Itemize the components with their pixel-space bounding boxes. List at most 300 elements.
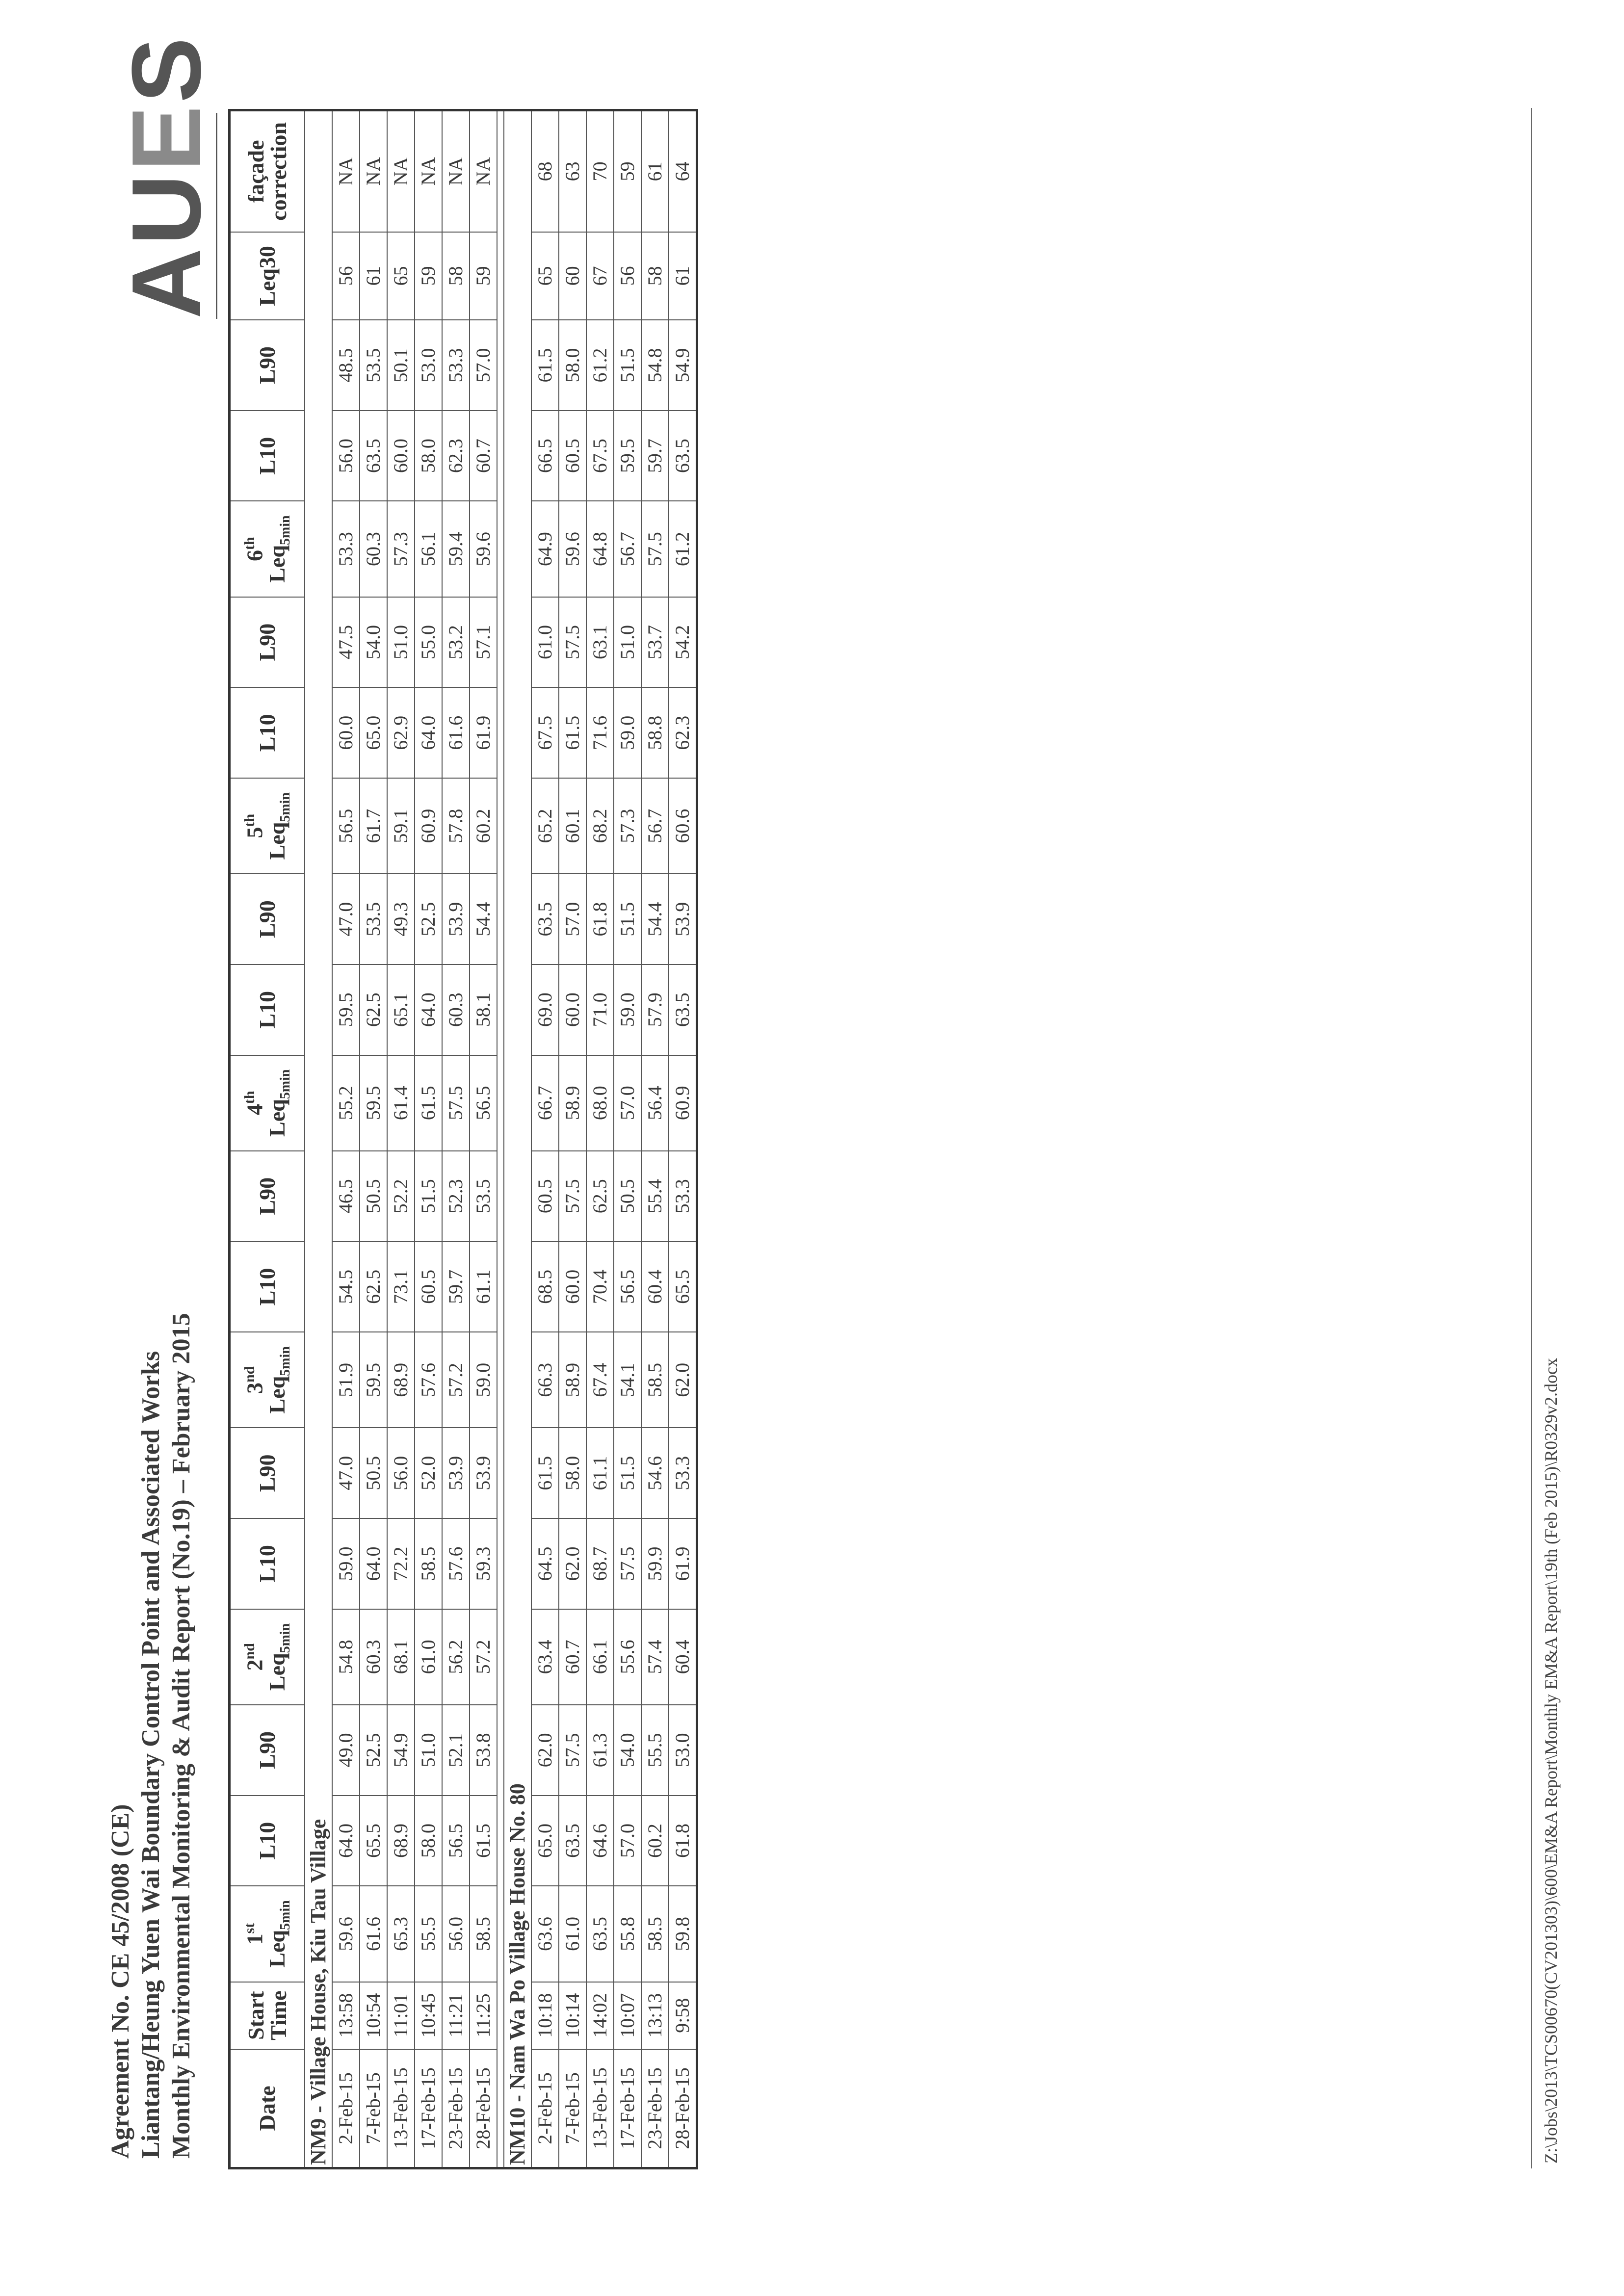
header-l90: L90: [230, 320, 305, 411]
table-cell: 61.0: [531, 597, 559, 688]
table-cell: 62.9: [387, 687, 415, 778]
table-cell: 61.0: [559, 1886, 586, 1982]
table-cell: 60.2: [470, 778, 497, 874]
header-l10: L10: [230, 965, 305, 1055]
table-cell: 60.0: [332, 687, 360, 778]
table-cell: 10:18: [531, 1982, 559, 2049]
table-cell: 59.6: [559, 501, 586, 597]
table-cell: 61: [669, 232, 697, 320]
table-cell: 58.0: [415, 411, 442, 501]
table-cell: NA: [442, 110, 470, 232]
table-cell: 2-Feb-15: [332, 2049, 360, 2168]
table-cell: 60.4: [641, 1242, 669, 1332]
table-cell: 58.8: [641, 687, 669, 778]
table-cell: 61.5: [470, 1796, 497, 1886]
table-cell: 61.7: [360, 778, 387, 874]
table-cell: 70.4: [586, 1242, 614, 1332]
table-cell: 57.6: [415, 1332, 442, 1428]
table-row: [586, 110, 614, 2168]
station-name: NM10 - Nam Wa Po Village House No. 80: [504, 110, 531, 2168]
table-cell: 13-Feb-15: [387, 2049, 415, 2168]
table-cell: 59.6: [332, 1886, 360, 1982]
table-cell: 47.5: [332, 597, 360, 688]
table-cell: 59: [415, 232, 442, 320]
table-cell: 56: [614, 232, 641, 320]
table-cell: 53.3: [442, 320, 470, 411]
table-cell: 54.8: [332, 1609, 360, 1705]
table-cell: 57.0: [559, 874, 586, 965]
table-cell: 49.0: [332, 1705, 360, 1796]
table-cell: 10:07: [614, 1982, 641, 2049]
table-cell: 28-Feb-15: [470, 2049, 497, 2168]
table-cell: 7-Feb-15: [559, 2049, 586, 2168]
table-cell: 54.4: [641, 874, 669, 965]
table-cell: NA: [415, 110, 442, 232]
table-cell: 65.5: [360, 1796, 387, 1886]
table-cell: 54.1: [614, 1332, 641, 1428]
table-cell: 47.0: [332, 874, 360, 965]
table-cell: 56.5: [470, 1055, 497, 1151]
table-cell: 64.5: [531, 1518, 559, 1609]
table-cell: 61.6: [442, 687, 470, 778]
table-cell: 52.5: [360, 1705, 387, 1796]
table-cell: 72.2: [387, 1518, 415, 1609]
table-body: [305, 110, 697, 2168]
table-row: [470, 110, 497, 2168]
table-cell: 61.3: [586, 1705, 614, 1796]
table-cell: 50.1: [387, 320, 415, 411]
table-cell: 57.5: [614, 1518, 641, 1609]
header-l90: L90: [230, 874, 305, 965]
table-cell: 66.3: [531, 1332, 559, 1428]
table-cell: 51.5: [614, 874, 641, 965]
table-cell: 53.3: [332, 501, 360, 597]
table-cell: 53.5: [360, 320, 387, 411]
table-cell: 61.8: [586, 874, 614, 965]
table-cell: 54.5: [332, 1242, 360, 1332]
table-cell: 50.5: [360, 1428, 387, 1518]
table-cell: 64.0: [415, 965, 442, 1055]
table-cell: 7-Feb-15: [360, 2049, 387, 2168]
header-leq30: Leq30: [230, 232, 305, 320]
table-cell: 52.0: [415, 1428, 442, 1518]
table-cell: 62.0: [531, 1705, 559, 1796]
table-cell: 51.0: [614, 597, 641, 688]
table-cell: 54.0: [360, 597, 387, 688]
table-cell: 56.5: [614, 1242, 641, 1332]
table-cell: 63: [559, 110, 586, 232]
table-cell: 47.0: [332, 1428, 360, 1518]
table-cell: 10:54: [360, 1982, 387, 2049]
table-cell: 57.5: [559, 597, 586, 688]
table-cell: 54.9: [387, 1705, 415, 1796]
table-cell: 57.5: [559, 1705, 586, 1796]
header-6th-leq: 6th Leq$_{5min}$: [230, 501, 305, 597]
header-2nd-leq: 2nd Leq$_{5min}$: [230, 1609, 305, 1705]
table-cell: 59.7: [641, 411, 669, 501]
table-cell: 60.9: [669, 1055, 697, 1151]
table-cell: 63.5: [531, 874, 559, 965]
table-cell: 62.5: [360, 965, 387, 1055]
footer-file-path: Z:\Jobs\2013\TCS00670(CV201303)\600\EM&A Report\Monthly EM&A Report\19th (Feb 2015)\R0329v2.docx: [1541, 1357, 1561, 2164]
table-cell: 60.1: [559, 778, 586, 874]
header-l90: L90: [230, 597, 305, 688]
table-row: [669, 110, 697, 2168]
table-cell: 62.3: [669, 687, 697, 778]
table-cell: 58.9: [559, 1055, 586, 1151]
table-cell: 14:02: [586, 1982, 614, 2049]
table-cell: 59.8: [669, 1886, 697, 1982]
table-cell: 64.6: [586, 1796, 614, 1886]
table-cell: 50.5: [360, 1151, 387, 1242]
table-cell: 57.0: [614, 1796, 641, 1886]
header-l10: L10: [230, 1242, 305, 1332]
table-cell: 57.0: [470, 320, 497, 411]
table-cell: 63.5: [586, 1886, 614, 1982]
table-cell: 68.5: [531, 1242, 559, 1332]
station-group-row: [504, 110, 531, 2168]
table-cell: 64.0: [360, 1518, 387, 1609]
table-cell: 52.5: [415, 874, 442, 965]
table-cell: 67: [586, 232, 614, 320]
table-cell: 61.5: [531, 320, 559, 411]
table-cell: 57.5: [442, 1055, 470, 1151]
table-cell: 52.1: [442, 1705, 470, 1796]
table-cell: 63.4: [531, 1609, 559, 1705]
table-cell: 51.0: [387, 597, 415, 688]
table-row: [559, 110, 586, 2168]
table-cell: 55.6: [614, 1609, 641, 1705]
table-cell: 56.5: [442, 1796, 470, 1886]
table-cell: 11:01: [387, 1982, 415, 2049]
header-l10: L10: [230, 1796, 305, 1886]
table-cell: 55.8: [614, 1886, 641, 1982]
report-title: Monthly Environmental Monitoring & Audit Report (No.19) – February 2015: [167, 1313, 195, 2159]
table-cell: 59: [614, 110, 641, 232]
table-row: [415, 110, 442, 2168]
table-cell: 57.4: [641, 1609, 669, 1705]
table-cell: 53.9: [442, 1428, 470, 1518]
table-cell: 61.1: [586, 1428, 614, 1518]
table-cell: 54.9: [669, 320, 697, 411]
table-cell: 68.9: [387, 1796, 415, 1886]
table-cell: 50.5: [614, 1151, 641, 1242]
table-row: [360, 110, 387, 2168]
table-cell: 65.0: [531, 1796, 559, 1886]
table-row: [641, 110, 669, 2168]
table-cell: 60.6: [669, 778, 697, 874]
table-cell: 66.7: [531, 1055, 559, 1151]
table-cell: 57.9: [641, 965, 669, 1055]
table-cell: 63.1: [586, 597, 614, 688]
table-cell: 62.5: [586, 1151, 614, 1242]
table-cell: 59.0: [614, 687, 641, 778]
table-cell: 63.5: [360, 411, 387, 501]
table-cell: 57.3: [387, 501, 415, 597]
table-cell: 54.6: [641, 1428, 669, 1518]
project-title: Liantang/Heung Yuen Wai Boundary Control Point and Associated Works: [137, 1351, 165, 2159]
table-cell: 56.1: [415, 501, 442, 597]
table-cell: 60: [559, 232, 586, 320]
table-cell: 60.7: [470, 411, 497, 501]
table-cell: 56.7: [641, 778, 669, 874]
table-cell: 59.9: [641, 1518, 669, 1609]
table-cell: 58.5: [641, 1332, 669, 1428]
table-cell: 51.5: [614, 1428, 641, 1518]
group-separator: [497, 110, 504, 2168]
table-cell: 10:14: [559, 1982, 586, 2049]
table-cell: 64.0: [332, 1796, 360, 1886]
table-cell: 56.0: [332, 411, 360, 501]
table-cell: 59.7: [442, 1242, 470, 1332]
header-l90: L90: [230, 1705, 305, 1796]
table-cell: NA: [360, 110, 387, 232]
table-cell: 59.5: [360, 1332, 387, 1428]
table-cell: 58: [442, 232, 470, 320]
table-cell: 54.0: [614, 1705, 641, 1796]
table-cell: 59.4: [442, 501, 470, 597]
table-cell: 53.3: [669, 1151, 697, 1242]
header-l10: L10: [230, 687, 305, 778]
header-l10: L10: [230, 411, 305, 501]
table-cell: 53.3: [669, 1428, 697, 1518]
table-cell: 53.2: [442, 597, 470, 688]
table-cell: 49.3: [387, 874, 415, 965]
table-cell: NA: [387, 110, 415, 232]
table-cell: 56.0: [442, 1886, 470, 1982]
table-cell: 53.8: [470, 1705, 497, 1796]
table-cell: 73.1: [387, 1242, 415, 1332]
table-cell: 57.2: [470, 1609, 497, 1705]
table-cell: 69.0: [531, 965, 559, 1055]
table-cell: 61.1: [470, 1242, 497, 1332]
table-cell: 9:58: [669, 1982, 697, 2049]
separator-cell: [497, 110, 504, 2168]
table-cell: 28-Feb-15: [669, 2049, 697, 2168]
table-cell: 53.0: [415, 320, 442, 411]
table-cell: 53.9: [470, 1428, 497, 1518]
table-cell: 61.5: [559, 687, 586, 778]
table-cell: 63.5: [669, 411, 697, 501]
table-cell: 65: [531, 232, 559, 320]
table-row: [442, 110, 470, 2168]
table-cell: 58.1: [470, 965, 497, 1055]
header-1st-leq: 1st Leq$_{5min}$: [230, 1886, 305, 1982]
table-cell: 64: [669, 110, 697, 232]
table-cell: 11:25: [470, 1982, 497, 2049]
table-cell: 65.0: [360, 687, 387, 778]
table-cell: 13-Feb-15: [586, 2049, 614, 2168]
table-cell: 53.9: [669, 874, 697, 965]
table-cell: 65.3: [387, 1886, 415, 1982]
table-cell: 62.3: [442, 411, 470, 501]
table-cell: 58.5: [415, 1518, 442, 1609]
table-cell: 46.5: [332, 1151, 360, 1242]
table-cell: 59.6: [470, 501, 497, 597]
table-cell: 59.5: [360, 1055, 387, 1151]
table-cell: 51.5: [415, 1151, 442, 1242]
table-cell: 57.8: [442, 778, 470, 874]
table-cell: 59.3: [470, 1518, 497, 1609]
table-cell: 68: [531, 110, 559, 232]
table-cell: 13:58: [332, 1982, 360, 2049]
table-cell: 54.2: [669, 597, 697, 688]
table-cell: 61.9: [470, 687, 497, 778]
station-group-row: [305, 110, 332, 2168]
table-cell: 67.4: [586, 1332, 614, 1428]
table-cell: 60.5: [415, 1242, 442, 1332]
table-cell: 56: [332, 232, 360, 320]
table-row: [614, 110, 641, 2168]
aues-logo: [112, 34, 221, 319]
table-cell: 17-Feb-15: [614, 2049, 641, 2168]
table-cell: 57.2: [442, 1332, 470, 1428]
table-cell: 61.5: [415, 1055, 442, 1151]
table-cell: 61.5: [531, 1428, 559, 1518]
document-header: [105, 1313, 197, 2159]
header-start-time: Start Time: [230, 1982, 305, 2049]
table-cell: 57.5: [559, 1151, 586, 1242]
table-cell: 59: [470, 232, 497, 320]
table-cell: 23-Feb-15: [442, 2049, 470, 2168]
table-cell: 53.7: [641, 597, 669, 688]
table-cell: 68.2: [586, 778, 614, 874]
header-date: Date: [230, 2049, 305, 2168]
table-cell: 56.0: [387, 1428, 415, 1518]
table-cell: 58.0: [559, 320, 586, 411]
table-cell: 64.8: [586, 501, 614, 597]
table-cell: 57.5: [641, 501, 669, 597]
table-cell: 68.0: [586, 1055, 614, 1151]
table-cell: 61.6: [360, 1886, 387, 1982]
logo-text-au: AU: [112, 171, 221, 319]
logo-text-s: S: [112, 34, 221, 103]
table-cell: 64.0: [415, 687, 442, 778]
table-cell: 13:13: [641, 1982, 669, 2049]
table-cell: 17-Feb-15: [415, 2049, 442, 2168]
table-cell: 53.9: [442, 874, 470, 965]
table-cell: 53.5: [470, 1151, 497, 1242]
header-l90: L90: [230, 1151, 305, 1242]
table-cell: 63.5: [559, 1796, 586, 1886]
table-row: [531, 110, 559, 2168]
header-3rd-leq: 3nd Leq$_{5min}$: [230, 1332, 305, 1428]
table-cell: 54.4: [470, 874, 497, 965]
table-cell: 51.9: [332, 1332, 360, 1428]
header-5th-leq: 5th Leq$_{5min}$: [230, 778, 305, 874]
table-row: [332, 110, 360, 2168]
table-cell: 60.5: [531, 1151, 559, 1242]
logo-text-e: E: [112, 103, 221, 172]
table-cell: 68.9: [387, 1332, 415, 1428]
table-cell: 61.2: [669, 501, 697, 597]
table-cell: 67.5: [531, 687, 559, 778]
table-cell: 55.2: [332, 1055, 360, 1151]
station-name: NM9 - Village House, Kiu Tau Village: [305, 110, 332, 2168]
table-cell: 61.9: [669, 1518, 697, 1609]
table-cell: 55.0: [415, 597, 442, 688]
table-cell: 51.5: [614, 320, 641, 411]
table-cell: 10:45: [415, 1982, 442, 2049]
table-cell: 58.0: [415, 1796, 442, 1886]
table-cell: 71.0: [586, 965, 614, 1055]
table-cell: 61.4: [387, 1055, 415, 1151]
table-cell: NA: [332, 110, 360, 232]
table-cell: 59.0: [332, 1518, 360, 1609]
table-cell: 58.0: [559, 1428, 586, 1518]
noise-monitoring-table: [228, 109, 698, 2169]
header-4th-leq: 4th Leq$_{5min}$: [230, 1055, 305, 1151]
table-cell: 59.5: [614, 411, 641, 501]
table-cell: 59.0: [470, 1332, 497, 1428]
table-cell: 57.6: [442, 1518, 470, 1609]
table-cell: 58.5: [641, 1886, 669, 1982]
table-cell: 61: [360, 232, 387, 320]
footer-rule: [1531, 108, 1532, 2168]
table-cell: 60.3: [360, 1609, 387, 1705]
table-header-row: [230, 110, 305, 2168]
table-cell: 54.8: [641, 320, 669, 411]
table-cell: 60.7: [559, 1609, 586, 1705]
table-cell: 56.2: [442, 1609, 470, 1705]
table-cell: 59.1: [387, 778, 415, 874]
table-cell: 66.5: [531, 411, 559, 501]
table-cell: 65: [387, 232, 415, 320]
table-cell: 60.2: [641, 1796, 669, 1886]
table-cell: 66.1: [586, 1609, 614, 1705]
table-cell: 60.9: [415, 778, 442, 874]
table-cell: 70: [586, 110, 614, 232]
header-l10: L10: [230, 1518, 305, 1609]
table-cell: 63.6: [531, 1886, 559, 1982]
table-cell: 62.0: [559, 1518, 586, 1609]
table-cell: 62.5: [360, 1242, 387, 1332]
table-cell: 68.7: [586, 1518, 614, 1609]
agreement-number: Agreement No. CE 45/2008 (CE): [106, 1804, 134, 2159]
table-cell: 58.5: [470, 1886, 497, 1982]
table-cell: 53.5: [360, 874, 387, 965]
table-cell: 60.0: [387, 411, 415, 501]
table-row: [387, 110, 415, 2168]
table-cell: 55.5: [641, 1705, 669, 1796]
table-cell: 60.3: [360, 501, 387, 597]
table-cell: 60.5: [559, 411, 586, 501]
table-cell: 51.0: [415, 1705, 442, 1796]
table-cell: 58.9: [559, 1332, 586, 1428]
table-cell: 23-Feb-15: [641, 2049, 669, 2168]
table-cell: 59.0: [614, 965, 641, 1055]
table-cell: 61: [641, 110, 669, 232]
table-cell: 57.0: [614, 1055, 641, 1151]
table-cell: 63.5: [669, 965, 697, 1055]
table-cell: 67.5: [586, 411, 614, 501]
table-cell: 57.1: [470, 597, 497, 688]
table-cell: 71.6: [586, 687, 614, 778]
table-cell: 11:21: [442, 1982, 470, 2049]
table-cell: 59.5: [332, 965, 360, 1055]
table-cell: 65.5: [669, 1242, 697, 1332]
table-cell: 53.0: [669, 1705, 697, 1796]
table-cell: 60.0: [559, 965, 586, 1055]
table-cell: 55.4: [641, 1151, 669, 1242]
table-cell: 52.3: [442, 1151, 470, 1242]
table-cell: 65.1: [387, 965, 415, 1055]
table-cell: 56.4: [641, 1055, 669, 1151]
header-l90: L90: [230, 1428, 305, 1518]
table-cell: 60.0: [559, 1242, 586, 1332]
table-cell: 56.5: [332, 778, 360, 874]
table-cell: 60.3: [442, 965, 470, 1055]
